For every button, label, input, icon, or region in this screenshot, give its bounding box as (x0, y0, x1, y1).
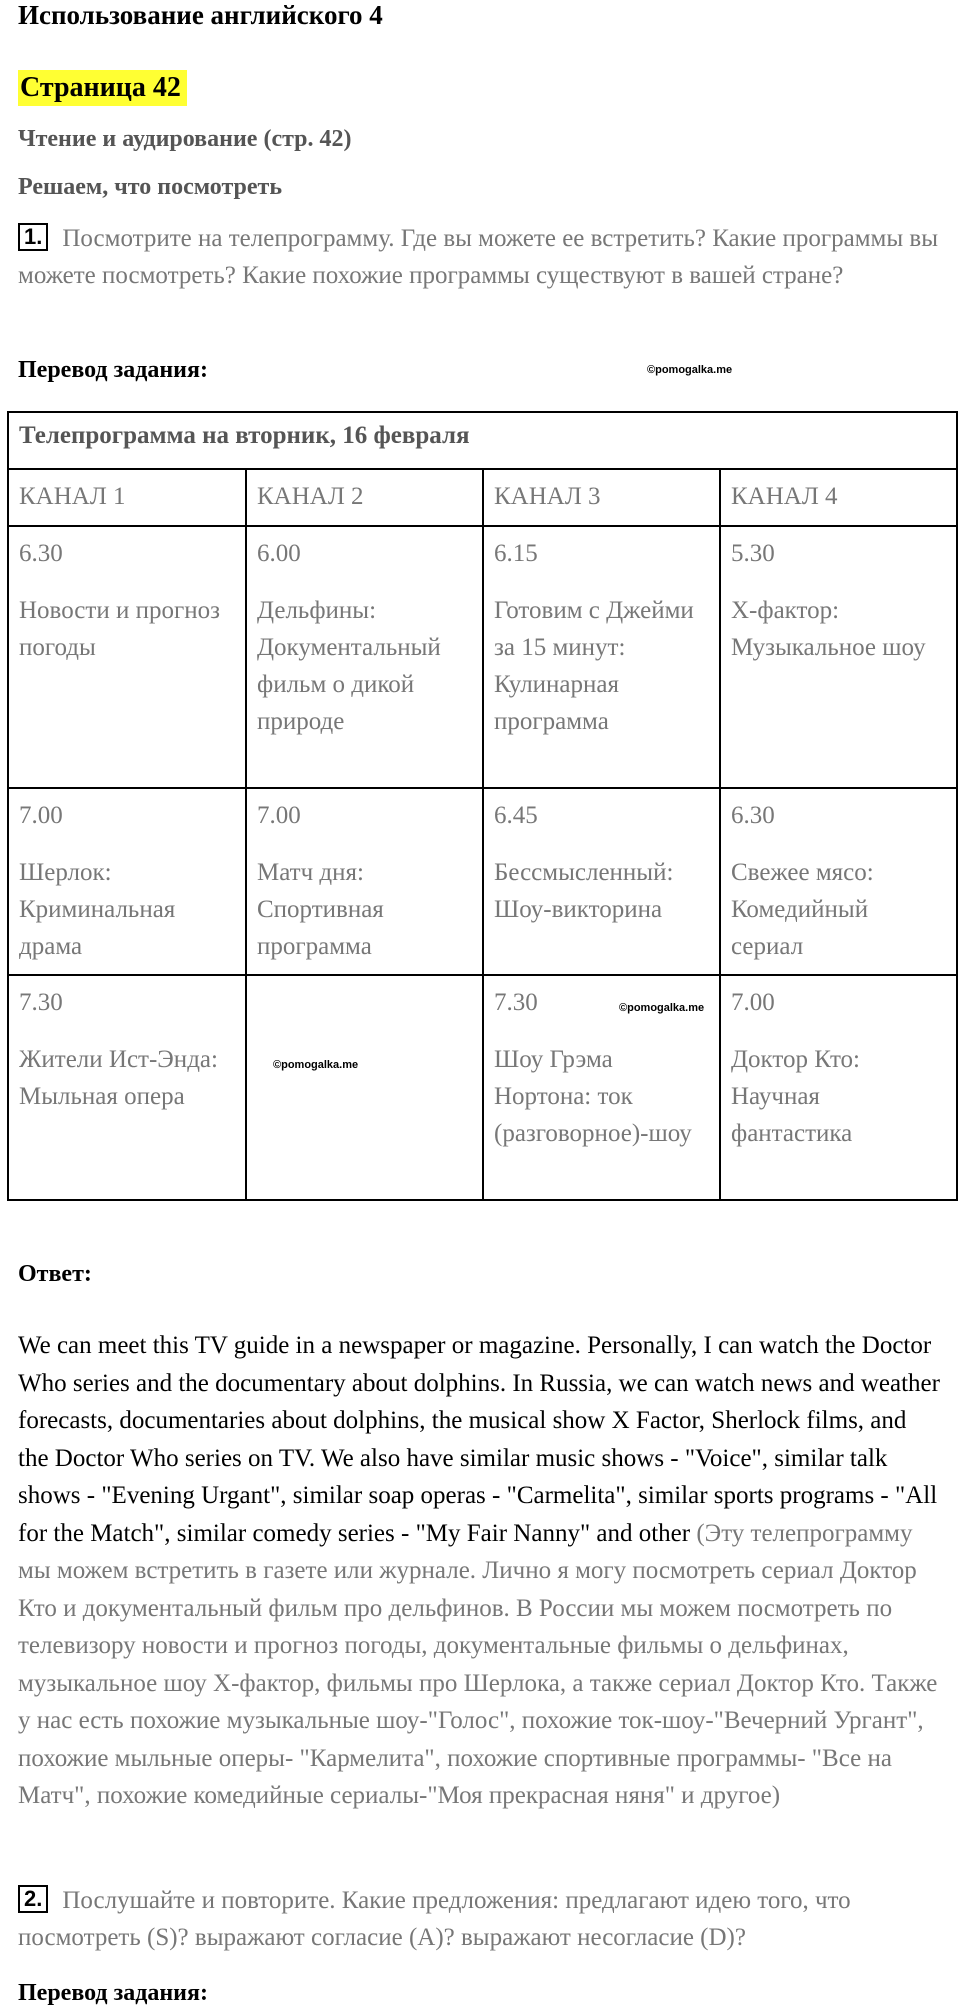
answer-text (18, 1327, 943, 1815)
show-time: 7.00 (731, 989, 775, 1016)
schedule-cell (8, 526, 246, 788)
task-1-translation-label: Перевод задания: (18, 357, 208, 383)
show-title: Матч дня: Спортивная программа (257, 859, 384, 960)
answer-label: Ответ: (18, 1261, 92, 1287)
schedule-row (8, 526, 957, 788)
task-1-number: 1. (18, 223, 48, 251)
show-time: 7.00 (19, 802, 63, 829)
tv-guide-table (7, 411, 958, 1201)
task-1-text: Посмотрите на телепрограмму. Где вы можете ее встретить? Какие программы вы можете посмотреть? Какие похожие программы существуют в вашей стране? (18, 225, 939, 289)
channel-header: КАНАЛ 1 (8, 469, 246, 526)
task-1 (18, 220, 943, 294)
show-title: Шоу Грэма Нортона: ток (разговорное)-шоу (494, 1046, 692, 1147)
schedule-row (8, 788, 957, 975)
show-time: 6.00 (257, 540, 301, 567)
tv-guide-title: Телепрограмма на вторник, 16 февраля (8, 412, 957, 469)
watermark: ©pomogalka.me (647, 364, 733, 376)
schedule-cell (8, 788, 246, 975)
show-title: Доктор Кто: Научная фантастика (731, 1046, 860, 1147)
show-time: 7.30 (494, 989, 538, 1016)
channel-header: КАНАЛ 4 (720, 469, 957, 526)
schedule-cell (246, 788, 483, 975)
show-time: 6.15 (494, 540, 538, 567)
schedule-cell (483, 526, 720, 788)
show-title: Шерлок: Криминальная драма (19, 859, 176, 960)
show-time: 6.30 (19, 540, 63, 567)
schedule-cell-empty (246, 975, 483, 1200)
tv-guide-title-row (8, 412, 957, 469)
page-label-highlight: Страница 42 (18, 70, 187, 106)
task-2 (18, 1882, 943, 1956)
schedule-cell (246, 526, 483, 788)
schedule-cell (720, 975, 957, 1200)
watermark: ©pomogalka.me (619, 1002, 705, 1014)
show-time: 7.00 (257, 802, 301, 829)
schedule-row (8, 975, 957, 1200)
answer-english: We can meet this TV guide in a newspaper or magazine. Personally, I can watch the Doctor Who series and the documentary about dolphins. In Russia, we can watch news and weather forecasts, documentaries about dolphins, the musical show X Factor, Sherlock films, and the Doctor Who series on TV. We also have similar music shows - "Voice", similar talk shows - "Evening Urgant", similar soap operas - "Carmelita", similar sports programs - "All for the Match", similar comedy series - "My Fair Nanny" and other (18, 1332, 940, 1547)
show-time: 5.30 (731, 540, 775, 567)
task-2-translation-label: Перевод задания: (18, 1980, 208, 2006)
schedule-cell (720, 526, 957, 788)
show-title: Бессмысленный: Шоу-викторина (494, 859, 674, 923)
show-time: 6.30 (731, 802, 775, 829)
channel-header: КАНАЛ 2 (246, 469, 483, 526)
task-2-number: 2. (18, 1885, 48, 1913)
channel-header-row (8, 469, 957, 526)
watermark: ©pomogalka.me (273, 1059, 359, 1071)
schedule-cell (720, 788, 957, 975)
answer-russian: (Эту телепрограмму мы можем встретить в газете или журнале. Лично я могу посмотреть сериал Доктор Кто и документальный фильм про дельфинов. В России мы можем посмотреть по телевизору новости и прогноз погоды, документальные фильмы о дельфинах, музыкальное шоу Х-фактор, фильмы про Шерлока, а также сериал Доктор Кто. Также у нас есть похожие музыкальные шоу-"Голос", похожие ток-шоу-"Вечерний Ургант", похожие мыльные оперы- "Кармелита", похожие спортивные программы- "Все на Матч", похожие комедийные сериалы-"Моя прекрасная няня" и другое) (18, 1519, 938, 1809)
section-heading: Чтение и аудирование (стр. 42) (18, 126, 352, 152)
show-title: Свежее мясо: Комедийный сериал (731, 859, 874, 960)
show-title: Новости и прогноз погоды (19, 597, 220, 661)
topic-heading: Решаем, что посмотреть (18, 174, 283, 200)
task-2-text: Послушайте и повторите. Какие предложения: предлагают идею того, что посмотреть (S)? выражают согласие (A)? выражают несогласие (D)? (18, 1887, 851, 1951)
document-title: Использование английского 4 (18, 0, 383, 30)
show-time: 6.45 (494, 802, 538, 829)
show-title: Готовим с Джейми за 15 минут: Кулинарная программа (494, 597, 694, 735)
schedule-cell (8, 975, 246, 1200)
show-title: Х-фактор: Музыкальное шоу (731, 597, 926, 661)
show-title: Дельфины: Документальный фильм о дикой природе (257, 597, 441, 735)
channel-header: КАНАЛ 3 (483, 469, 720, 526)
show-title: Жители Ист-Энда: Мыльная опера (19, 1046, 218, 1110)
show-time: 7.30 (19, 989, 63, 1016)
schedule-cell (483, 788, 720, 975)
